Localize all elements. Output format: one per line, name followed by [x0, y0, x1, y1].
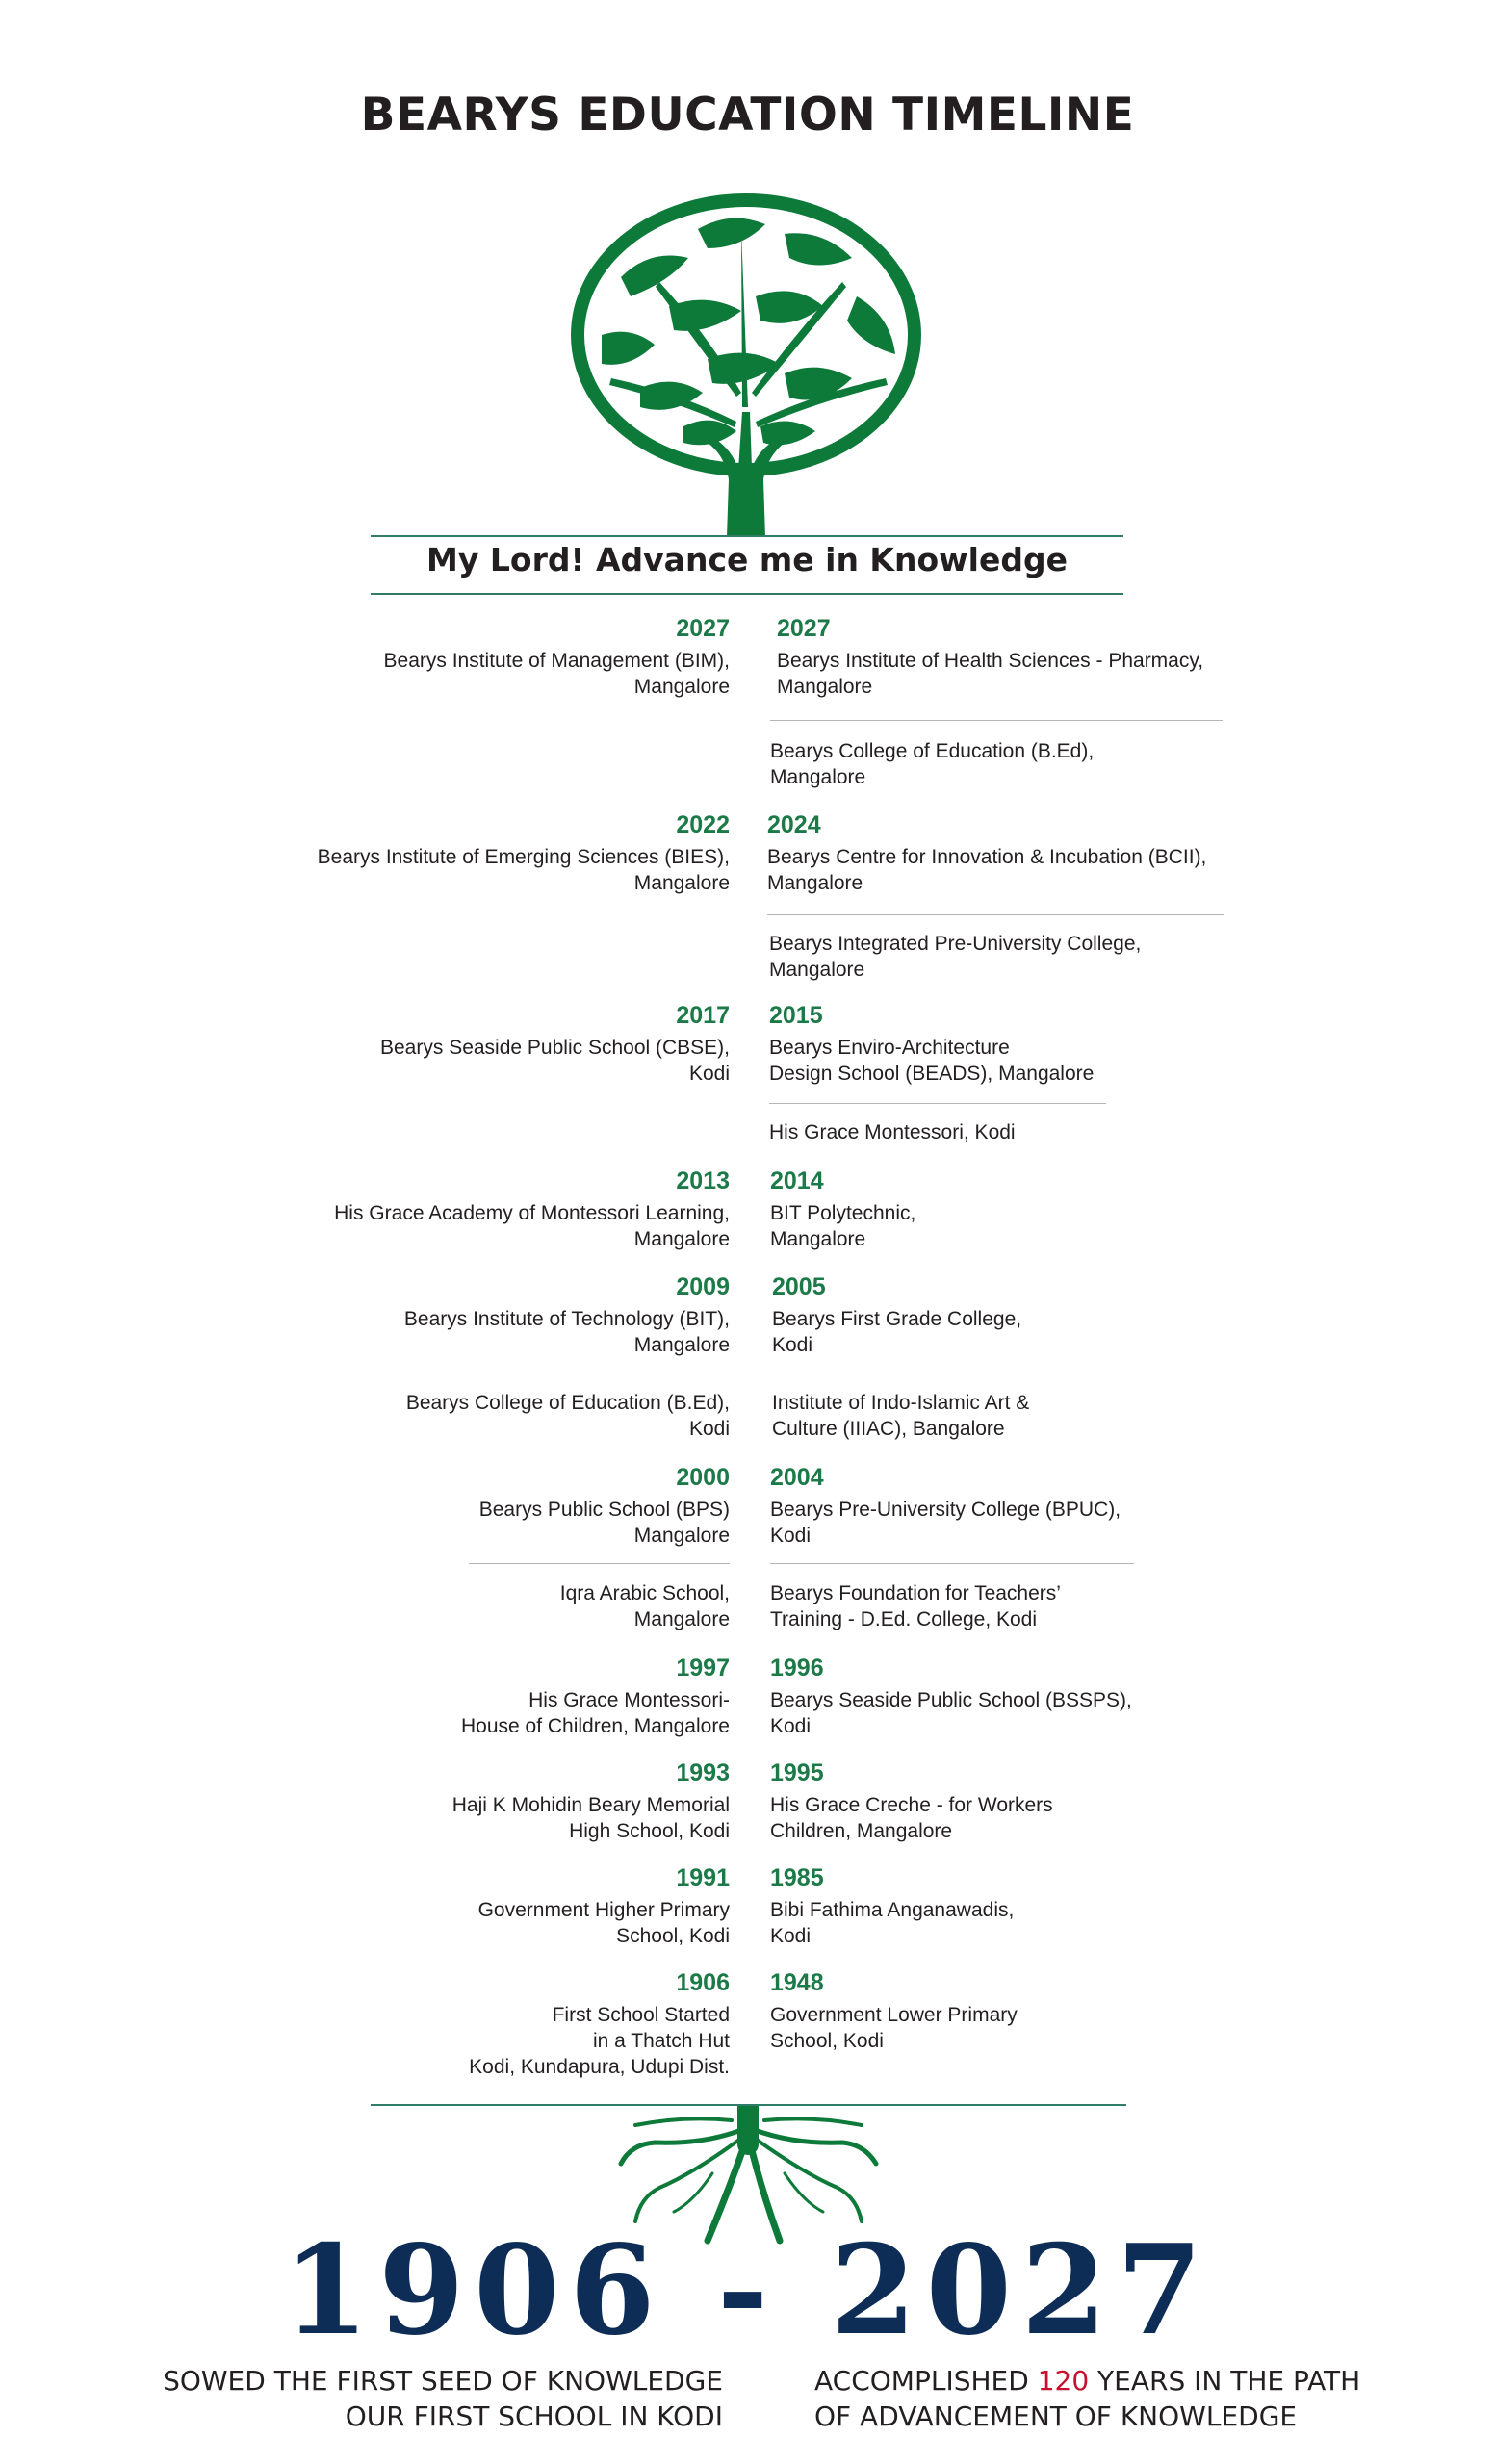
footer-right-line: OF ADVANCEMENT OF KNOWLEDGE [814, 2400, 1298, 2432]
timeline-entry-left [461, 1654, 730, 1739]
entry-year: 1995 [770, 1759, 824, 1786]
entry-name: Bearys Foundation for Teachers’ Training - D.Ed. College, Kodi [770, 1582, 1061, 1630]
entry-divider [469, 1563, 730, 1564]
entry-year: 1997 [676, 1655, 730, 1681]
footer-left-line: OUR FIRST SCHOOL IN KODI [345, 2400, 723, 2432]
timeline-entry-right [770, 1758, 1053, 1844]
entry-name: Bearys Integrated Pre-University College, Mangalore [769, 933, 1142, 981]
entry-name: Bearys College of Education (B.Ed), Mangalore [770, 740, 1095, 788]
footer-left-text [163, 2363, 723, 2434]
entry-name: Bearys Seaside Public School (CBSE), Kodi [380, 1037, 730, 1085]
entry-year: 1993 [676, 1759, 730, 1786]
entry-year: 2013 [676, 1168, 730, 1194]
timeline-entry-left [452, 1758, 730, 1844]
entry-year: 1985 [770, 1864, 824, 1891]
entry-name: His Grace Academy of Montessori Learning, Mangalore [334, 1202, 730, 1250]
timeline-entry-left [380, 1001, 730, 1087]
entry-name: Bearys Institute of Technology (BIT), Mangalore [403, 1308, 730, 1356]
entry-name: His Grace Montessori, Kodi [769, 1121, 1016, 1143]
entry-name: BIT Polytechnic, Mangalore [770, 1202, 916, 1250]
timeline-entry-right [770, 1580, 1061, 1632]
entry-name: His Grace Creche - for Workers Children, Mangalore [770, 1794, 1053, 1842]
entry-year: 1996 [770, 1655, 824, 1681]
timeline-entry-right [769, 1119, 1016, 1145]
entry-year: 2009 [676, 1273, 730, 1300]
timeline-entry-right [770, 1968, 1018, 2054]
timeline-entry-right [772, 1272, 1021, 1358]
timeline-entry-right [770, 1863, 1014, 1949]
timeline-entry-right [769, 931, 1141, 983]
timeline-entry-left [560, 1580, 730, 1632]
timeline-entry-left [469, 1968, 730, 2080]
timeline-entry-right [770, 1654, 1132, 1739]
entry-year: 2027 [676, 615, 730, 642]
timeline-entry-left [406, 1390, 730, 1442]
timeline-entry-right [767, 810, 1206, 896]
entry-name: Bearys Seaside Public School (BSSPS), Kodi [770, 1689, 1132, 1737]
entry-name: Haji K Mohidin Beary Memorial High School, Kodi [451, 1794, 730, 1842]
entry-year: 1991 [676, 1864, 730, 1891]
entry-name: Bearys Institute of Emerging Sciences (BIES), Mangalore [317, 846, 730, 894]
entry-divider [770, 1563, 1134, 1564]
tree-icon [563, 191, 929, 537]
entry-name: Bearys Institute of Health Sciences - Pharmacy, Mangalore [777, 650, 1204, 698]
motto-bottom-rule [371, 593, 1123, 595]
entry-name: Iqra Arabic School, Mangalore [559, 1582, 730, 1630]
timeline-entry-right [770, 1463, 1121, 1549]
timeline-entry-left [478, 1863, 730, 1949]
entry-name: First School Started in a Thatch Hut Kodi, Kundapura, Udupi Dist. [469, 2004, 730, 2078]
entry-name: Bearys First Grade College, Kodi [772, 1308, 1022, 1356]
timeline-entry-left [404, 1272, 730, 1358]
years-highlight: 120 [1037, 2365, 1090, 2397]
motto: My Lord! Advance me in Knowledge [426, 541, 1068, 578]
page-title: BEARYS EDUCATION TIMELINE [360, 89, 1135, 141]
entry-name: Bearys College of Education (B.Ed), Kodi [405, 1392, 730, 1440]
motto-top-rule [371, 535, 1123, 537]
entry-year: 1948 [770, 1969, 824, 1996]
entry-name: Bearys Institute of Management (BIM), Mangalore [383, 650, 730, 698]
entry-name: Bearys Pre-University College (BPUC), Kodi [770, 1499, 1121, 1547]
footer-right-text [814, 2363, 1360, 2434]
entry-year: 2000 [676, 1464, 730, 1491]
timeline-entry-left [334, 1167, 730, 1252]
entry-name: Institute of Indo-Islamic Art & Culture (IIIAC), Bangalore [772, 1392, 1030, 1440]
footer-right-line [814, 2363, 1360, 2399]
timeline-entry-right [770, 738, 1094, 790]
timeline-entry-right [777, 614, 1203, 700]
year-range: 1906 - 2027 [283, 2219, 1212, 2363]
entry-name: His Grace Montessori- House of Children, Mangalore [461, 1689, 730, 1737]
entry-divider [770, 720, 1223, 721]
entry-name: Bearys Enviro-Architecture Design School (BEADS), Mangalore [769, 1037, 1095, 1085]
timeline-entry-left [384, 614, 730, 700]
entry-year: 2027 [777, 615, 831, 642]
footer-right-pre: ACCOMPLISHED [814, 2365, 1038, 2397]
entry-year: 2017 [676, 1002, 730, 1029]
entry-year: 2005 [772, 1273, 826, 1300]
entry-name: Government Higher Primary School, Kodi [477, 1899, 730, 1947]
entry-year: 2022 [676, 811, 730, 838]
entry-year: 2015 [769, 1002, 823, 1029]
entry-divider [769, 1103, 1106, 1104]
timeline-entry-left [479, 1463, 730, 1549]
entry-year: 2014 [770, 1168, 824, 1194]
entry-name: Government Lower Primary School, Kodi [770, 2004, 1018, 2052]
entry-name: Bearys Centre for Innovation & Incubation (BCII), Mangalore [767, 846, 1207, 894]
timeline-entry-right [772, 1390, 1029, 1442]
entry-name: Bibi Fathima Anganawadis, Kodi [770, 1899, 1015, 1947]
timeline-entry-right [769, 1001, 1094, 1087]
entry-name: Bearys Public School (BPS) Mangalore [478, 1499, 730, 1547]
entry-year: 1906 [676, 1969, 730, 1996]
timeline-entry-right [770, 1167, 915, 1252]
timeline-entry-left [318, 810, 730, 896]
footer-left-line: SOWED THE FIRST SEED OF KNOWLEDGE [163, 2365, 723, 2397]
entry-divider [767, 914, 1224, 915]
entry-year: 2004 [770, 1464, 824, 1491]
entry-year: 2024 [767, 811, 821, 838]
footer-right-post: YEARS IN THE PATH [1089, 2365, 1361, 2397]
